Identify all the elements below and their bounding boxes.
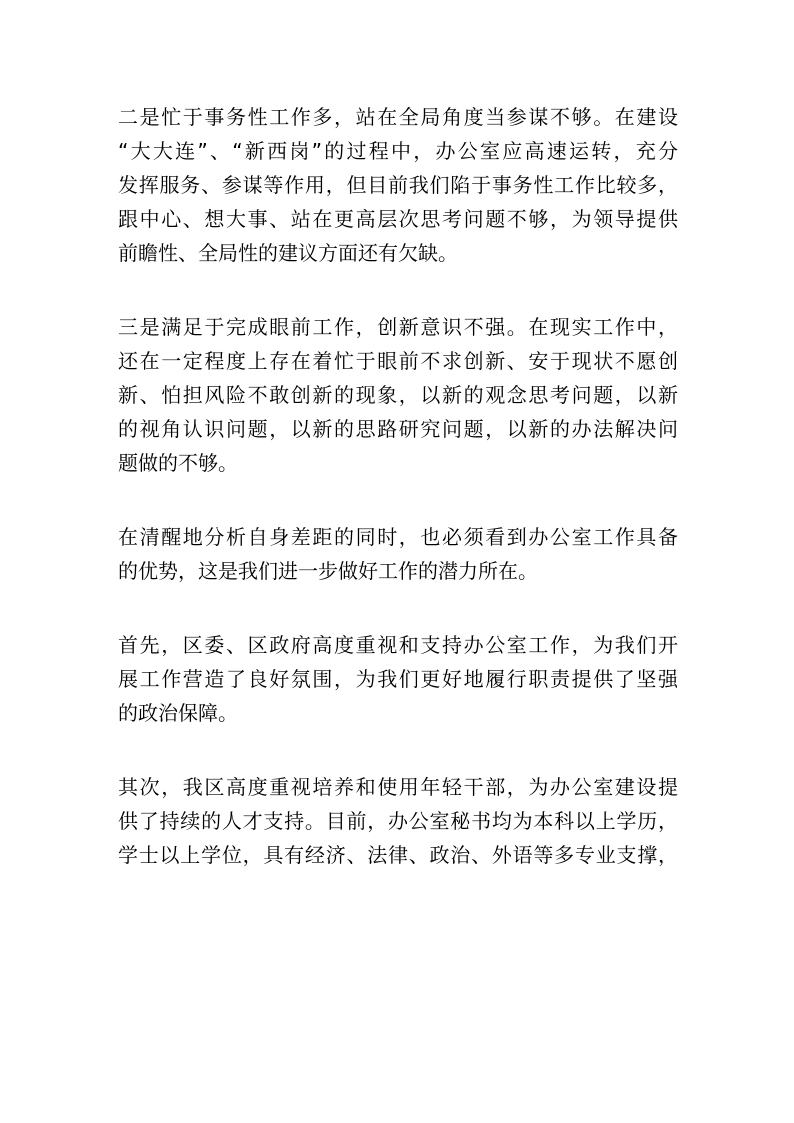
paragraph-second-advantage [118,770,678,872]
paragraph-spacer [118,270,678,310]
paragraph-line: 的政治保障。 [118,701,238,725]
paragraph-line: 新、怕担风险不敢创新的现象，以新的观念思考问题，以新 [118,383,678,407]
paragraph-line: 学士以上学位，具有经济、法律、政治、外语等多专业支撑， [118,843,678,867]
paragraph-first-advantage [118,628,678,730]
paragraph-office-service-shortcoming [118,100,678,270]
paragraph-advantages-intro [118,520,678,588]
paragraph-line: 还在一定程度上存在着忙于眼前不求创新、安于现状不愿创 [118,349,678,373]
paragraph-line: 题做的不够。 [118,451,238,475]
paragraph-line: 三是满足于完成眼前工作，创新意识不强。在现实工作中， [118,315,678,339]
paragraph-line: 供了持续的人才支持。目前，办公室秘书均为本科以上学历， [118,809,678,833]
paragraph-line: 在清醒地分析自身差距的同时，也必须看到办公室工作具备 [118,525,678,549]
paragraph-line: 展工作营造了良好氛围，为我们更好地履行职责提供了坚强 [118,667,678,691]
paragraph-line: 的优势，这是我们进一步做好工作的潜力所在。 [118,559,538,583]
paragraph-line: 的视角认识问题，以新的思路研究问题，以新的办法解决问 [118,417,678,441]
paragraph-spacer [118,588,678,628]
paragraph-line: 发挥服务、参谋等作用，但目前我们陷于事务性工作比较多， [118,173,678,197]
paragraph-spacer [118,730,678,770]
paragraph-line: 首先，区委、区政府高度重视和支持办公室工作，为我们开 [118,633,678,657]
paragraph-line: 前瞻性、全局性的建议方面还有欠缺。 [118,241,458,265]
paragraph-line: 跟中心、想大事、站在更高层次思考问题不够，为领导提供 [118,207,678,231]
paragraph-line: “大大连”、“新西岗”的过程中，办公室应高速运转，充分 [118,139,678,163]
paragraph-spacer [118,480,678,520]
paragraph-innovation-shortcoming [118,310,678,480]
paragraph-line: 其次，我区高度重视培养和使用年轻干部，为办公室建设提 [118,775,678,799]
paragraph-line: 二是忙于事务性工作多，站在全局角度当参谋不够。在建设 [118,105,678,129]
document-body [118,100,678,872]
